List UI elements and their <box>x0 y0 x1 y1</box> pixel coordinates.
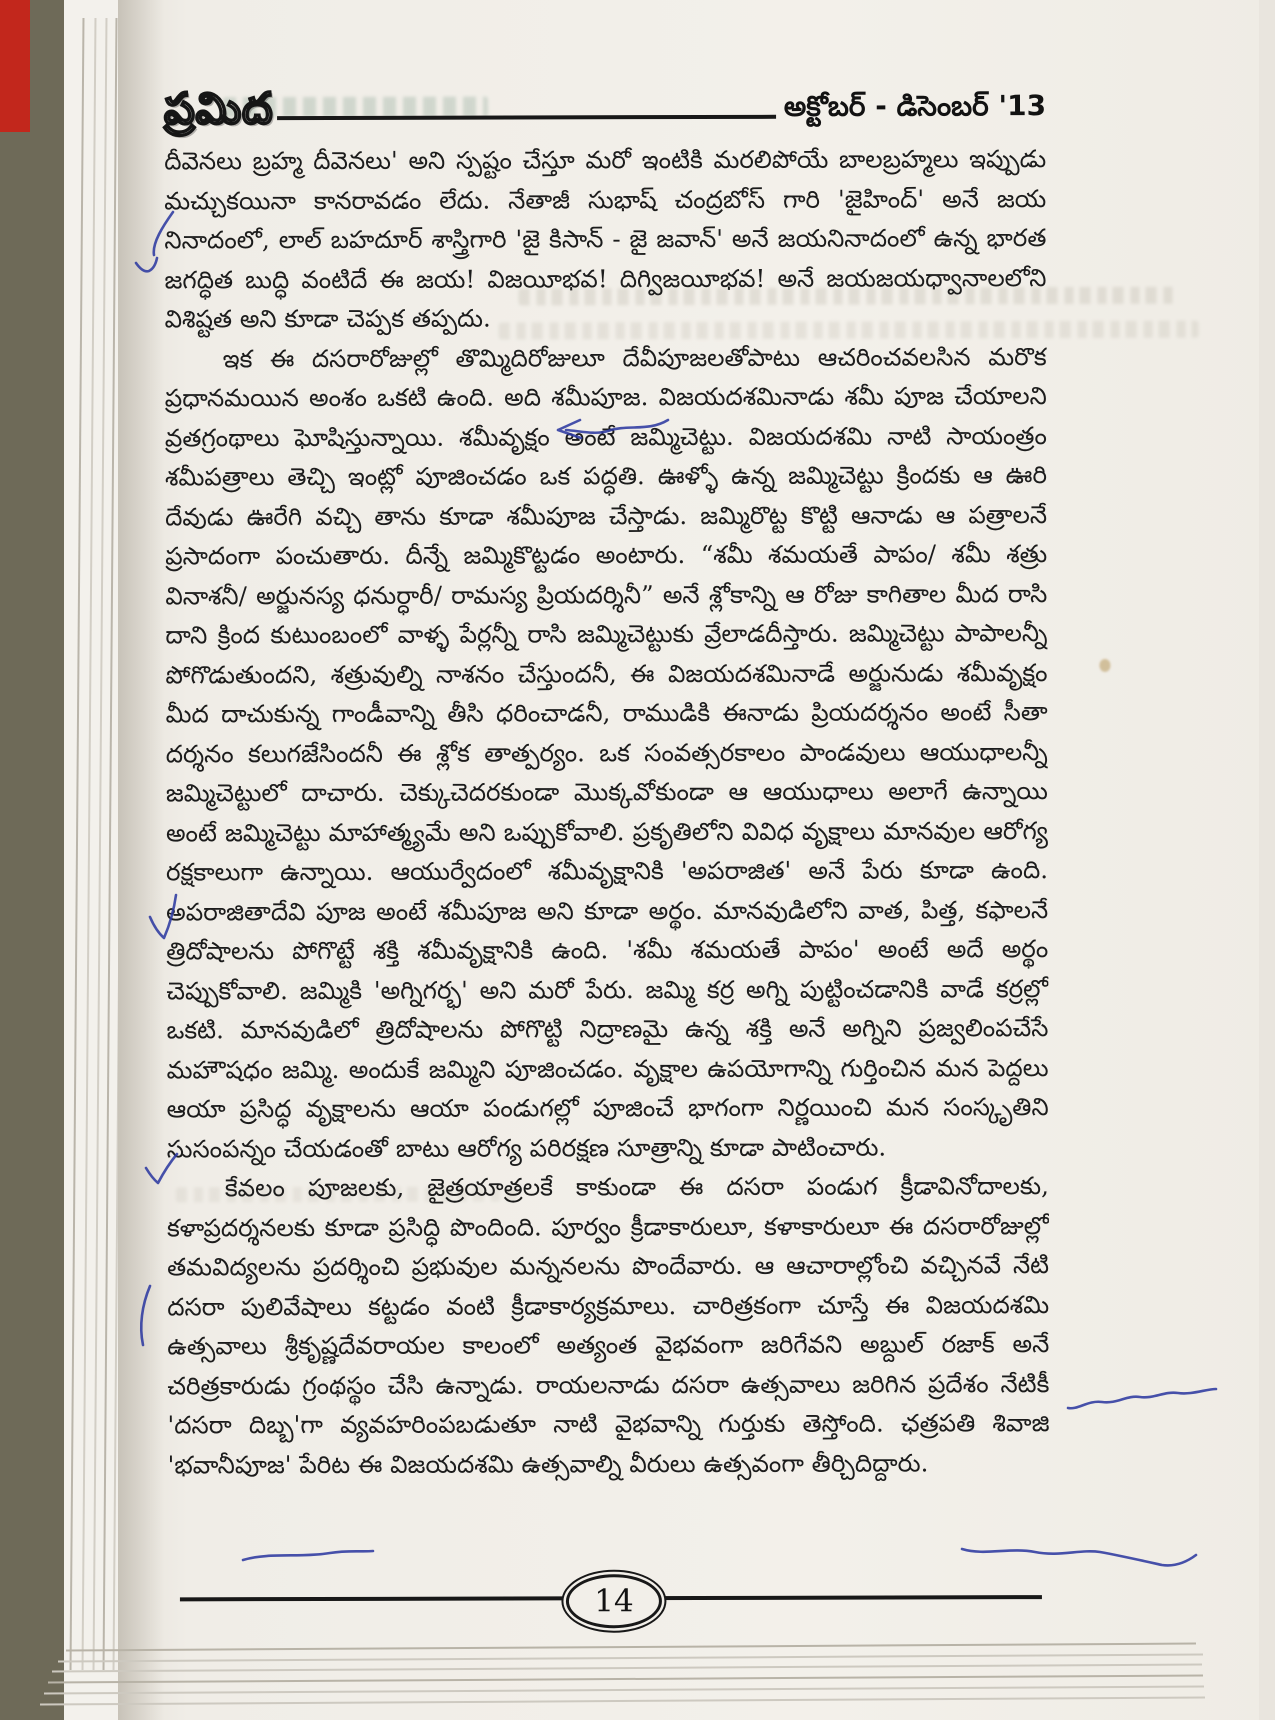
paragraph-continuation: దీవెనలు బ్రహ్మ దీవెనలు' అని స్పష్టం చేస్తూ మరో ఇంటికి మరలిపోయే బాలబ్రహ్మలు ఇప్పుడు మచ్చుకయినా కానరావడం లేదు. నేతాజీ సుభాష్ చంద్రబోస్ గారి 'జైహింద్' అనే జయ నినాదంలో, లాల్ బహదూర్ శాస్త్రిగారి 'జై కిసాన్ - జై జవాన్' అనే జయనినాదంలో ఉన్న భారత జగద్ధిత బుద్ధి వంటిదే ఈ జయ! విజయీభవ! దిగ్విజయీభవ! అనే జయజయధ్వానాలలోని విశిష్టత అని కూడా చెప్పక తప్పదు. <box>164 144 1047 334</box>
paragraph-dasara-festivities: కేవలం పూజలకు, జైత్రయాత్రలకే కాకుండా ఈ దసరా పండుగ క్రీడావినోదాలకు, కళాప్రదర్శనలకు కూడా ప్రసిద్ధి పొందింది. పూర్వం క్రీడాకారులూ, కళాకారులూ ఈ దసరారోజుల్లో తమవిద్యలను ప్రదర్శించి ప్రభువుల మన్ననలను పొందేవారు. ఆ ఆచారాల్లోంచి వచ్చినవే నేటి దసరా పులివేషాలు కట్టడం వంటి క్రీడాకార్యక్రమాలు. చారిత్రకంగా చూస్తే ఈ విజయదశమి ఉత్సవాలు శ్రీకృష్ణదేవరాయల కాలంలో అత్యంత వైభవంగా జరిగేవని అబ్దుల్ రజాక్ అనే చరిత్రకారుడు గ్రంథస్థం చేసి ఉన్నాడు. రాయలనాడు దసరా ఉత్సవాలు జరిగిన ప్రదేశం నేటికీ 'దసరా దిబ్బ'గా వ్యవహరింపబడుతూ నాటి వైభవాన్ని గుర్తుకు తెస్తోంది. ఛత్రపతి శివాజి 'భవానీపూజ' పేరిట ఈ విజయదశమి ఉత్సవాల్ని వీరులు ఉత్సవంగా తీర్చిదిద్దారు. <box>166 1171 1050 1479</box>
red-strip-top-left <box>0 0 30 132</box>
magazine-title-logo: ప్రమిద <box>163 84 274 135</box>
paragraph-shami-puja: ఇక ఈ దసరారోజుల్లో తొమ్మిదిరోజులూ దేవీపూజలతోపాటు ఆచరించవలసిన మరొక ప్రధానమయిన అంశం ఒకటి ఉంది. అది శమీపూజ. విజయదశమినాడు శమీ పూజ చేయాలని వ్రతగ్రంథాలు ఘోషిస్తున్నాయి. శమీవృక్షం అంటే జమ్మిచెట్టు. విజయదశమి నాటి సాయంత్రం శమీపత్రాలు తెచ్చి ఇంట్లో పూజించడం ఒక పద్ధతి. ఊళ్ళో ఉన్న జమ్మిచెట్టు క్రిందకు ఆ ఊరి దేవుడు ఊరేగి వచ్చి తాను కూడా శమీపూజ చేస్తాడు. జమ్మిరొట్ట కొట్టి ఆనాడు ఆ పత్రాలనే ప్రసాదంగా పంచుతారు. దీన్నే జమ్మికొట్టడం అంటారు. “శమీ శమయతే పాపం/ శమీ శత్రు వినాశనీ/ అర్జునస్య ధనుర్ధారీ/ రామస్య ప్రియదర్శినీ” అనే శ్లోకాన్ని ఆ రోజు కాగితాల మీద రాసి దాని క్రింద కుటుంబంలో వాళ్ళ పేర్లన్నీ రాసి జమ్మిచెట్టుకు వ్రేలాడదీస్తారు. జమ్మిచెట్టు పాపాలన్నీ పోగొడుతుందని, శత్రువుల్ని నాశనం చేస్తుందనీ, ఈ విజయదశమినాడే అర్జునుడు శమీవృక్షం మీద దాచుకున్న గాండీవాన్ని తీసి ధరించాడనీ, రాముడికి ఈనాడు ప్రియదర్శనం అంటే సీతా దర్శనం కలుగజేసిందనీ ఈ శ్లోక తాత్పర్యం. ఒక సంవత్సరకాలం పాండవులు ఆయుధాలన్నీ జమ్మిచెట్టులో దాచారు. చెక్కుచెదరకుండా మొక్కవోకుండా ఆ ఆయుధాలు అలాగే ఉన్నాయి అంటే జమ్మిచెట్టు మాహాత్మ్యమే అని ఒప్పుకోవాలి. ప్రకృతిలోని వివిధ వృక్షాలు మానవుల ఆరోగ్య రక్షకాలుగా ఉన్నాయి. ఆయుర్వేదంలో శమీవృక్షానికి 'అపరాజిత' అనే పేరు కూడా ఉంది. అపరాజితాదేవి పూజ అంటే శమీపూజ అని కూడా అర్థం. మానవుడిలోని వాత, పిత్త, కఫాలనే త్రిదోషాలను పోగొట్టే శక్తి శమీవృక్షానికి ఉంది. 'శమీ శమయతే పాపం' అంటే అదే అర్థం చెప్పుకోవాలి. జమ్మికి 'అగ్నిగర్భ' అని మరో పేరు. జమ్మి కర్ర అగ్ని పుట్టించడానికి వాడే కర్రల్లో ఒకటి. మానవుడిలో త్రిదోషాలను పోగొట్టి నిద్రాణమై ఉన్న శక్తి అనే అగ్నిని ప్రజ్వలింపచేసే మహౌషధం జమ్మి. అందుకే జమ్మిని పూజించడం. వృక్షాల ఉపయోగాన్ని గుర్తించిన మన పెద్దలు ఆయా ప్రసిద్ధ వృక్షాలను ఆయా పండుగల్లో పూజించే భాగంగా నిర్ణయించి మన సంస్కృతిని సుసంపన్నం చేయడంతో బాటు ఆరోగ్య పరిరక్షణ సూత్రాన్ని కూడా పాటించారు. <box>164 341 1049 1163</box>
page-header <box>164 83 1046 133</box>
page-number-badge <box>566 1574 662 1628</box>
magazine-page <box>118 0 1275 1720</box>
scan-background-edge <box>0 0 66 1720</box>
paper-stain <box>1099 659 1110 672</box>
article-body <box>164 139 1050 1569</box>
page-edge-line <box>70 18 85 1670</box>
page-number: 14 <box>594 1583 634 1620</box>
issue-date: అక్టోబర్ - డిసెంబర్ '13 <box>783 89 1047 123</box>
next-page-edge-right <box>1259 0 1275 1720</box>
page-content <box>116 0 1275 1720</box>
header-rule <box>277 115 775 120</box>
